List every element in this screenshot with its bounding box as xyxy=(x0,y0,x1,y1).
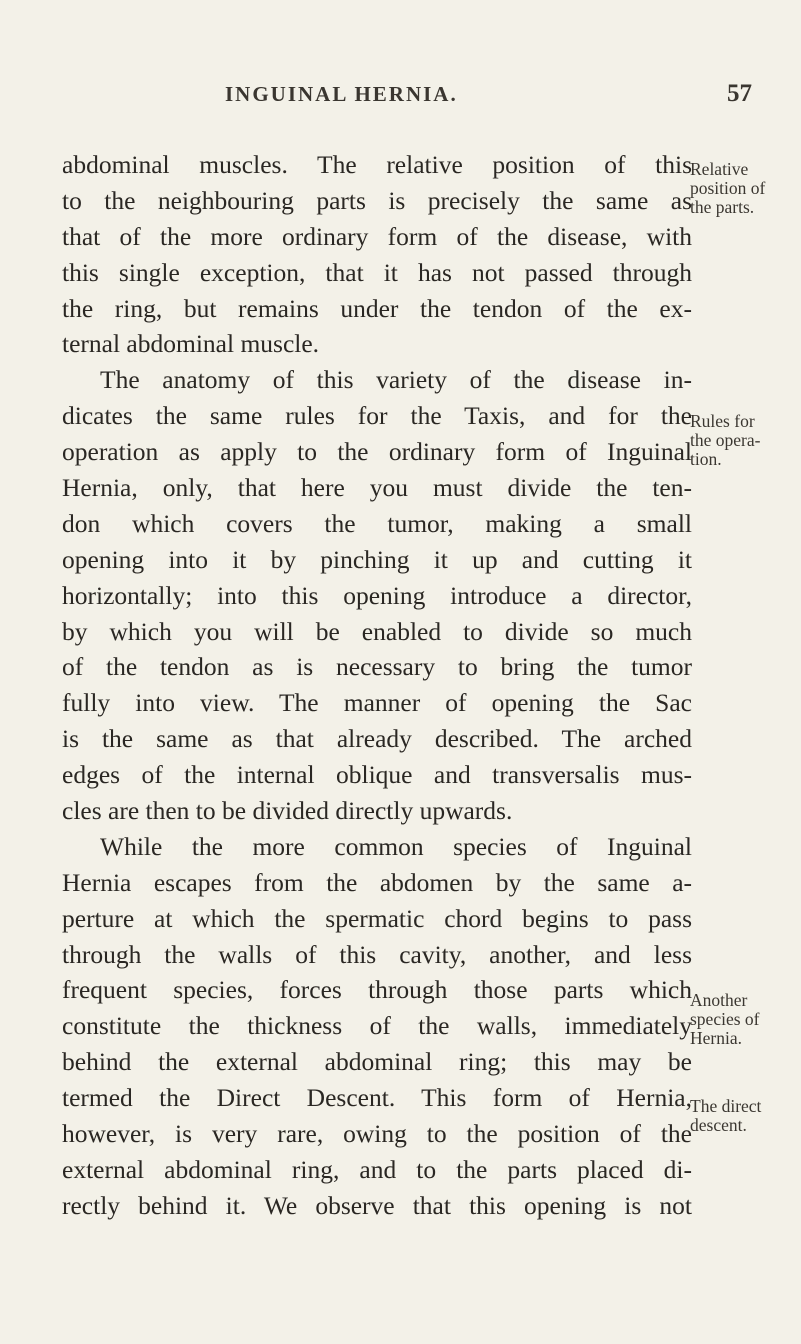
text-line: this single exception, that it has not passed through xyxy=(62,257,692,287)
text-line: by which you will be enabled to divide so much xyxy=(62,616,692,646)
text-line: opening into it by pinching it up and cutting it xyxy=(62,544,692,574)
text-line: to the neighbouring parts is precisely the same as xyxy=(62,185,692,215)
margin-note-another-species: Another species of Hernia. xyxy=(690,990,760,1048)
margin-note-relative-position: Relative position of the parts. xyxy=(690,159,766,217)
page-number: 57 xyxy=(727,80,752,107)
text-line: perture at which the spermatic chord begins to pass xyxy=(62,903,692,933)
text-line: dicates the same rules for the Taxis, and for the xyxy=(62,401,692,431)
text-line: don which covers the tumor, making a small xyxy=(62,508,692,538)
text-line: is the same as that already described. The arched xyxy=(62,724,692,754)
text-line: rectly behind it. We observe that this opening is not xyxy=(62,1190,692,1220)
text-line: through the walls of this cavity, another, and less xyxy=(62,939,692,969)
text-line: abdominal muscles. The relative position of this xyxy=(62,150,692,179)
running-title: INGUINAL HERNIA. xyxy=(225,82,458,106)
text-line: external abdominal ring, and to the parts placed di- xyxy=(62,1154,692,1184)
text-line: ternal abdominal muscle. xyxy=(62,329,320,359)
margin-note-rules-operation: Rules for the opera- tion. xyxy=(690,411,761,469)
text-line: While the more common species of Inguinal xyxy=(100,831,692,861)
text-line: horizontally; into this opening introduce a director, xyxy=(62,580,692,610)
text-line: of the tendon as is necessary to bring the tumor xyxy=(62,652,692,682)
margin-note-direct-descent: The direct descent. xyxy=(690,1096,762,1135)
body-text xyxy=(62,147,692,1224)
text-line: cles are then to be divided directly upwards. xyxy=(62,796,513,826)
text-line: Hernia, only, that here you must divide the ten- xyxy=(62,473,692,503)
text-line: edges of the internal oblique and transversalis mus- xyxy=(62,760,692,790)
text-line: operation as apply to the ordinary form of Inguinal xyxy=(62,437,692,467)
text-line: behind the external abdominal ring; this may be xyxy=(62,1047,692,1077)
text-line: The anatomy of this variety of the disease in- xyxy=(100,365,692,395)
text-line: frequent species, forces through those parts which xyxy=(62,975,692,1005)
text-line: Hernia escapes from the abdomen by the same a- xyxy=(62,867,692,897)
text-line: constitute the thickness of the walls, immediately xyxy=(62,1011,692,1041)
text-line: fully into view. The manner of opening the Sac xyxy=(62,688,692,718)
text-line: that of the more ordinary form of the disease, with xyxy=(62,221,692,251)
text-line: however, is very rare, owing to the position of the xyxy=(62,1119,692,1149)
text-line: termed the Direct Descent. This form of Hernia, xyxy=(62,1083,692,1113)
text-line: the ring, but remains under the tendon of the ex- xyxy=(62,293,692,323)
